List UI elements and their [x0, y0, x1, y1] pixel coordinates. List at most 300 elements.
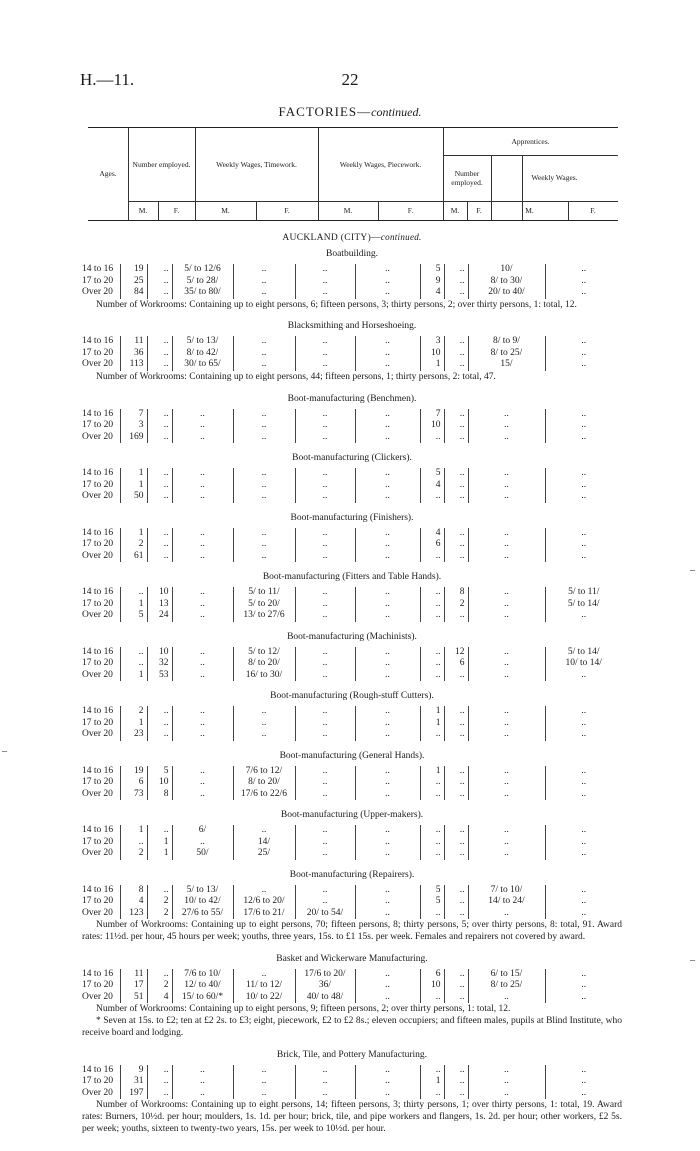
- sub-f: F.: [590, 205, 596, 215]
- table-cell: ..: [420, 777, 444, 789]
- group-table: [82, 336, 622, 371]
- group-title: Boot-manufacturing (General Hands).: [279, 750, 425, 761]
- table-cell: ..: [468, 480, 545, 492]
- table-cell: 8: [444, 587, 468, 599]
- table-cell: ..: [468, 729, 545, 741]
- table-cell: ..: [420, 992, 444, 1004]
- table-cell: ..: [295, 1065, 355, 1077]
- table-cell: 1: [120, 718, 147, 730]
- table-cell: ..: [172, 468, 233, 480]
- age-cell: 17 to 20: [82, 1076, 120, 1088]
- table-cell: ..: [147, 409, 172, 421]
- table-cell: ..: [468, 718, 545, 730]
- table-cell: ..: [295, 432, 355, 444]
- table-cell: 13/ to 27/6: [233, 610, 295, 622]
- table-cell: 14/ to 24/: [468, 896, 545, 908]
- table-row: [82, 908, 622, 920]
- table-cell: ..: [355, 789, 420, 801]
- table-cell: ..: [468, 992, 545, 1004]
- table-cell: 10: [147, 777, 172, 789]
- col-app-number-employed: Number employed.: [451, 168, 483, 187]
- table-cell: ..: [468, 777, 545, 789]
- table-cell: ..: [172, 539, 233, 551]
- table-cell: ..: [420, 647, 444, 659]
- age-cell: 14 to 16: [82, 706, 120, 718]
- table-cell: ..: [355, 528, 420, 540]
- age-cell: Over 20: [82, 908, 120, 920]
- table-cell: ..: [581, 765, 587, 776]
- table-cell: 5/ to 14/: [567, 646, 600, 657]
- table-cell: 53: [147, 670, 172, 682]
- table-cell: 5: [420, 264, 444, 276]
- table-cell: 19: [120, 264, 147, 276]
- table-cell: ..: [172, 766, 233, 778]
- age-cell: Over 20: [82, 729, 120, 741]
- group-table: [82, 264, 622, 299]
- table-cell: ..: [420, 658, 444, 670]
- table-cell: ..: [581, 669, 587, 680]
- table-cell: 27/6 to 55/: [172, 908, 233, 920]
- table-cell: ..: [581, 968, 587, 979]
- table-cell: 19: [120, 766, 147, 778]
- table-cell: 8/ to 20/: [233, 777, 295, 789]
- table-cell: ..: [444, 287, 468, 299]
- group-title: Boot-manufacturing (Benchmen).: [287, 393, 417, 404]
- table-cell: ..: [355, 1088, 420, 1100]
- table-cell: ..: [444, 1076, 468, 1088]
- table-cell: 3: [420, 336, 444, 348]
- table-cell: ..: [581, 336, 587, 347]
- table-cell: ..: [355, 992, 420, 1004]
- table-cell: ..: [172, 432, 233, 444]
- table-row: [82, 896, 622, 908]
- age-cell: Over 20: [82, 848, 120, 860]
- table-cell: 9: [120, 1065, 147, 1077]
- sub-f: F.: [173, 205, 180, 215]
- table-cell: ..: [581, 264, 587, 274]
- table-cell: ..: [233, 528, 295, 540]
- table-cell: 51: [120, 992, 147, 1004]
- table-row: [82, 409, 622, 421]
- table-cell: ..: [295, 359, 355, 371]
- industry-group: [82, 810, 622, 860]
- table-cell: ..: [444, 420, 468, 432]
- table-cell: ..: [233, 551, 295, 563]
- table-cell: ..: [233, 1088, 295, 1100]
- table-cell: ..: [444, 480, 468, 492]
- table-cell: ..: [172, 729, 233, 741]
- col-apprentices: Apprentices.: [511, 136, 550, 146]
- table-cell: ..: [120, 647, 147, 659]
- table-cell: ..: [147, 420, 172, 432]
- table-cell: ..: [355, 1076, 420, 1088]
- table-cell: ..: [147, 348, 172, 360]
- table-body: [82, 232, 622, 1145]
- table-row: [82, 837, 622, 849]
- table-cell: 2: [147, 980, 172, 992]
- table-cell: ..: [444, 729, 468, 741]
- table-cell: ..: [444, 409, 468, 421]
- table-cell: ..: [468, 491, 545, 503]
- table-cell: ..: [444, 896, 468, 908]
- table-cell: ..: [172, 647, 233, 659]
- table-cell: ..: [147, 825, 172, 837]
- table-cell: 6: [444, 658, 468, 670]
- table-cell: ..: [468, 658, 545, 670]
- table-cell: ..: [355, 409, 420, 421]
- table-cell: 1: [120, 480, 147, 492]
- table-cell: ..: [233, 1065, 295, 1077]
- margin-mark: –: [690, 955, 695, 966]
- table-cell: ..: [172, 1088, 233, 1100]
- group-title: Basket and Wickerware Manufacturing.: [276, 953, 428, 964]
- table-cell: 5: [420, 885, 444, 897]
- table-cell: ..: [147, 491, 172, 503]
- table-cell: ..: [147, 539, 172, 551]
- table-cell: ..: [468, 610, 545, 622]
- table-cell: ..: [147, 885, 172, 897]
- table-cell: ..: [581, 896, 587, 907]
- group-title: Brick, Tile, and Pottery Manufacturing.: [276, 1049, 428, 1060]
- table-cell: ..: [581, 706, 587, 717]
- age-cell: 17 to 20: [82, 599, 120, 611]
- table-cell: ..: [420, 837, 444, 849]
- table-cell: ..: [468, 837, 545, 849]
- table-cell: 8/ to 20/: [233, 658, 295, 670]
- table-cell: ..: [355, 491, 420, 503]
- age-cell: 17 to 20: [82, 718, 120, 730]
- table-cell: ..: [147, 480, 172, 492]
- table-cell: ..: [355, 287, 420, 299]
- table-cell: ..: [295, 670, 355, 682]
- sub-m: M.: [138, 205, 148, 215]
- table-cell: ..: [444, 885, 468, 897]
- table-cell: ..: [295, 837, 355, 849]
- group-title: Boot-manufacturing (Repairers).: [289, 869, 415, 880]
- table-cell: ..: [295, 599, 355, 611]
- age-cell: Over 20: [82, 789, 120, 801]
- table-cell: 169: [120, 432, 147, 444]
- table-cell: 2: [147, 908, 172, 920]
- col-weekly-piecework: Weekly Wages, Piecework.: [339, 159, 422, 169]
- table-cell: 123: [120, 908, 147, 920]
- page-title-cont: continued.: [371, 105, 422, 119]
- table-cell: ..: [444, 670, 468, 682]
- table-cell: ..: [581, 991, 587, 1002]
- table-cell: 24: [147, 610, 172, 622]
- age-cell: Over 20: [82, 432, 120, 444]
- table-cell: ..: [295, 420, 355, 432]
- table-row: [82, 1076, 622, 1088]
- table-cell: ..: [355, 908, 420, 920]
- table-cell: ..: [468, 1076, 545, 1088]
- table-cell: ..: [295, 610, 355, 622]
- table-cell: ..: [581, 610, 587, 621]
- table-cell: ..: [468, 409, 545, 421]
- table-cell: 6: [120, 777, 147, 789]
- table-row: [82, 825, 622, 837]
- note-paragraph: Number of Workrooms: Containing up to eight persons, 70; fifteen persons, 8; thirty persons, 5; over thirty persons, 8: total, 91. Award rates: 11½d. per hour, 45 hours per week; youths, three years, 15s. to £1 15s. per week. Females and repairers not covered by award.: [82, 920, 622, 942]
- table-cell: ..: [444, 468, 468, 480]
- age-cell: 17 to 20: [82, 480, 120, 492]
- table-cell: ..: [468, 789, 545, 801]
- table-cell: ..: [295, 658, 355, 670]
- table-cell: ..: [468, 551, 545, 563]
- table-cell: 20/ to 54/: [295, 908, 355, 920]
- table-cell: ..: [172, 480, 233, 492]
- note-paragraph: Number of Workrooms: Containing up to eight persons, 44; fifteen persons, 1; thirty persons, 2: total, 47.: [96, 371, 496, 382]
- table-cell: 2: [120, 706, 147, 718]
- industry-group: [82, 870, 622, 944]
- table-cell: ..: [295, 551, 355, 563]
- table-cell: ..: [581, 836, 587, 847]
- table-row: [82, 1065, 622, 1077]
- age-cell: 17 to 20: [82, 896, 120, 908]
- group-title: Boot-manufacturing (Upper-makers).: [280, 810, 424, 821]
- table-cell: ..: [444, 789, 468, 801]
- table-cell: 5/ to 20/: [233, 599, 295, 611]
- table-cell: ..: [581, 431, 587, 442]
- table-cell: 8: [120, 885, 147, 897]
- table-cell: ..: [444, 980, 468, 992]
- table-cell: ..: [355, 551, 420, 563]
- table-row: [82, 848, 622, 860]
- column-header: [88, 127, 618, 221]
- note-paragraph: * Seven at 15s. to £2; ten at £2 2s. to £3; eight, piecework, £2 to £2 8s.; eleven occupiers; and fifteen males, pupils at Blind Institute, who receive board and lodging.: [82, 1015, 622, 1038]
- table-cell: 8/ to 25/: [468, 348, 545, 360]
- group-title: Boot-manufacturing (Fitters and Table Hands).: [262, 572, 442, 583]
- table-cell: 5/ to 12/: [233, 647, 295, 659]
- table-cell: ..: [147, 729, 172, 741]
- table-row: [82, 706, 622, 718]
- table-row: [82, 729, 622, 741]
- table-cell: 36: [120, 348, 147, 360]
- age-cell: 14 to 16: [82, 264, 120, 276]
- table-cell: 2: [147, 896, 172, 908]
- group-table: [82, 825, 622, 860]
- age-cell: 14 to 16: [82, 766, 120, 778]
- table-cell: ..: [295, 718, 355, 730]
- table-cell: ..: [355, 729, 420, 741]
- table-cell: 5: [420, 896, 444, 908]
- table-cell: ..: [355, 670, 420, 682]
- table-cell: 1: [120, 528, 147, 540]
- industry-group: [82, 751, 622, 801]
- table-cell: ..: [355, 885, 420, 897]
- table-cell: 17/6 to 20/: [295, 969, 355, 981]
- table-cell: 14/: [233, 837, 295, 849]
- industry-group: [82, 954, 622, 1040]
- age-cell: 17 to 20: [82, 777, 120, 789]
- table-cell: ..: [468, 599, 545, 611]
- age-cell: 17 to 20: [82, 276, 120, 288]
- table-cell: ..: [581, 980, 587, 991]
- table-cell: ..: [120, 658, 147, 670]
- table-cell: ..: [420, 825, 444, 837]
- group-table: [82, 969, 622, 1004]
- table-cell: 10: [147, 587, 172, 599]
- sub-f: F.: [407, 205, 414, 215]
- table-cell: ..: [147, 264, 172, 276]
- table-cell: ..: [147, 718, 172, 730]
- table-row: [82, 670, 622, 682]
- table-row: [82, 647, 622, 659]
- table-cell: ..: [444, 766, 468, 778]
- table-cell: 13: [147, 599, 172, 611]
- group-table: [82, 528, 622, 563]
- table-cell: ..: [444, 528, 468, 540]
- sub-m: M.: [450, 205, 460, 215]
- industry-group: [82, 453, 622, 503]
- col-app-weekly-wages: Weekly Wages.: [531, 173, 578, 183]
- table-cell: ..: [581, 1087, 587, 1098]
- age-cell: 14 to 16: [82, 409, 120, 421]
- age-cell: Over 20: [82, 670, 120, 682]
- table-cell: 8/ to 30/: [468, 276, 545, 288]
- table-cell: ..: [172, 409, 233, 421]
- table-cell: ..: [420, 848, 444, 860]
- table-cell: ..: [444, 848, 468, 860]
- group-title: Boot-manufacturing (Rough-stuff Cutters).: [270, 691, 434, 702]
- table-row: [82, 587, 622, 599]
- table-cell: ..: [147, 468, 172, 480]
- table-row: [82, 287, 622, 299]
- group-title: Boatbuilding.: [326, 249, 378, 259]
- table-cell: 35/ to 80/: [172, 287, 233, 299]
- table-cell: ..: [295, 336, 355, 348]
- table-cell: ..: [581, 777, 587, 788]
- table-row: [82, 336, 622, 348]
- table-cell: 5: [420, 468, 444, 480]
- table-cell: 11: [120, 336, 147, 348]
- table-cell: 7/ to 10/: [468, 885, 545, 897]
- table-cell: ..: [581, 539, 587, 550]
- group-note: [82, 372, 622, 384]
- table-cell: ..: [355, 825, 420, 837]
- table-cell: ..: [581, 420, 587, 431]
- table-cell: 5/ to 11/: [568, 587, 600, 598]
- section-heading-cont: continued.: [380, 232, 422, 242]
- group-note: [82, 1100, 622, 1135]
- table-cell: ..: [147, 287, 172, 299]
- table-cell: ..: [444, 992, 468, 1004]
- table-cell: ..: [468, 908, 545, 920]
- age-cell: 14 to 16: [82, 1065, 120, 1077]
- table-cell: ..: [147, 528, 172, 540]
- table-cell: ..: [581, 479, 587, 490]
- table-cell: 40/ to 48/: [295, 992, 355, 1004]
- table-cell: ..: [444, 1065, 468, 1077]
- table-cell: 1: [420, 718, 444, 730]
- table-cell: 50/: [172, 848, 233, 860]
- table-cell: ..: [295, 896, 355, 908]
- group-note: [82, 920, 622, 944]
- table-cell: ..: [147, 969, 172, 981]
- page-title: [0, 104, 700, 120]
- table-cell: ..: [355, 1065, 420, 1077]
- table-cell: 1: [420, 706, 444, 718]
- table-cell: 1: [120, 825, 147, 837]
- table-cell: ..: [295, 587, 355, 599]
- table-cell: ..: [581, 907, 587, 918]
- table-cell: ..: [355, 276, 420, 288]
- group-note: [82, 1004, 622, 1039]
- sub-m: M.: [343, 205, 353, 215]
- table-cell: 2: [120, 848, 147, 860]
- table-cell: ..: [581, 527, 587, 538]
- table-cell: ..: [120, 837, 147, 849]
- table-cell: ..: [233, 276, 295, 288]
- table-cell: ..: [295, 777, 355, 789]
- table-cell: 5: [120, 610, 147, 622]
- table-cell: ..: [444, 610, 468, 622]
- table-cell: ..: [233, 336, 295, 348]
- table-cell: 5/ to 11/: [233, 587, 295, 599]
- table-cell: ..: [147, 551, 172, 563]
- table-cell: 6/ to 15/: [468, 969, 545, 981]
- table-row: [82, 885, 622, 897]
- table-cell: 25: [120, 276, 147, 288]
- page-header: [80, 70, 620, 92]
- table-cell: 10: [420, 348, 444, 360]
- age-cell: Over 20: [82, 610, 120, 622]
- table-cell: ..: [295, 825, 355, 837]
- table-cell: ..: [295, 647, 355, 659]
- age-cell: 14 to 16: [82, 528, 120, 540]
- table-cell: ..: [295, 1076, 355, 1088]
- table-cell: ..: [355, 359, 420, 371]
- age-cell: Over 20: [82, 287, 120, 299]
- industry-group: [82, 632, 622, 682]
- table-cell: ..: [295, 491, 355, 503]
- table-cell: ..: [355, 658, 420, 670]
- table-cell: 7/6 to 10/: [172, 969, 233, 981]
- age-cell: 14 to 16: [82, 468, 120, 480]
- table-cell: ..: [233, 348, 295, 360]
- table-cell: ..: [468, 539, 545, 551]
- table-cell: 4: [420, 528, 444, 540]
- age-cell: Over 20: [82, 1088, 120, 1100]
- note-paragraph: Number of Workrooms: Containing up to eight persons, 6; fifteen persons, 3; thirty persons, 2; over thirty persons, 1: total, 12.: [96, 299, 577, 310]
- table-cell: ..: [355, 969, 420, 981]
- table-cell: ..: [468, 587, 545, 599]
- table-cell: ..: [172, 599, 233, 611]
- table-cell: ..: [233, 885, 295, 897]
- table-cell: ..: [581, 717, 587, 728]
- table-row: [82, 551, 622, 563]
- age-cell: 17 to 20: [82, 837, 120, 849]
- table-cell: ..: [233, 718, 295, 730]
- age-cell: 17 to 20: [82, 348, 120, 360]
- table-cell: ..: [355, 348, 420, 360]
- table-cell: ..: [444, 264, 468, 276]
- table-cell: ..: [468, 528, 545, 540]
- table-cell: ..: [468, 647, 545, 659]
- note-paragraph: Number of Workrooms: Containing up to eight persons, 14; fifteen persons, 3; thirty persons, 1; over thirty persons, 1: total, 19. Award rates: Burners, 10½d. per hour; moulders, 1s. 1d. per hour; brick, tile, and pipe workers and flangers, 1s. 2d. per hour; other workers, £2 5s. per week; youths, sixteen to twenty-two years, 15s. per week to 10½d. per hour.: [82, 1100, 622, 1134]
- table-cell: ..: [444, 348, 468, 360]
- table-cell: ..: [172, 491, 233, 503]
- margin-mark: –: [690, 565, 695, 576]
- table-cell: ..: [147, 1065, 172, 1077]
- table-cell: ..: [468, 1065, 545, 1077]
- table-cell: 5: [147, 766, 172, 778]
- table-cell: ..: [233, 468, 295, 480]
- table-cell: ..: [581, 884, 587, 895]
- sub-f: F.: [284, 205, 290, 215]
- sub-f: F.: [476, 205, 482, 215]
- table-cell: ..: [444, 837, 468, 849]
- table-cell: 1: [420, 1076, 444, 1088]
